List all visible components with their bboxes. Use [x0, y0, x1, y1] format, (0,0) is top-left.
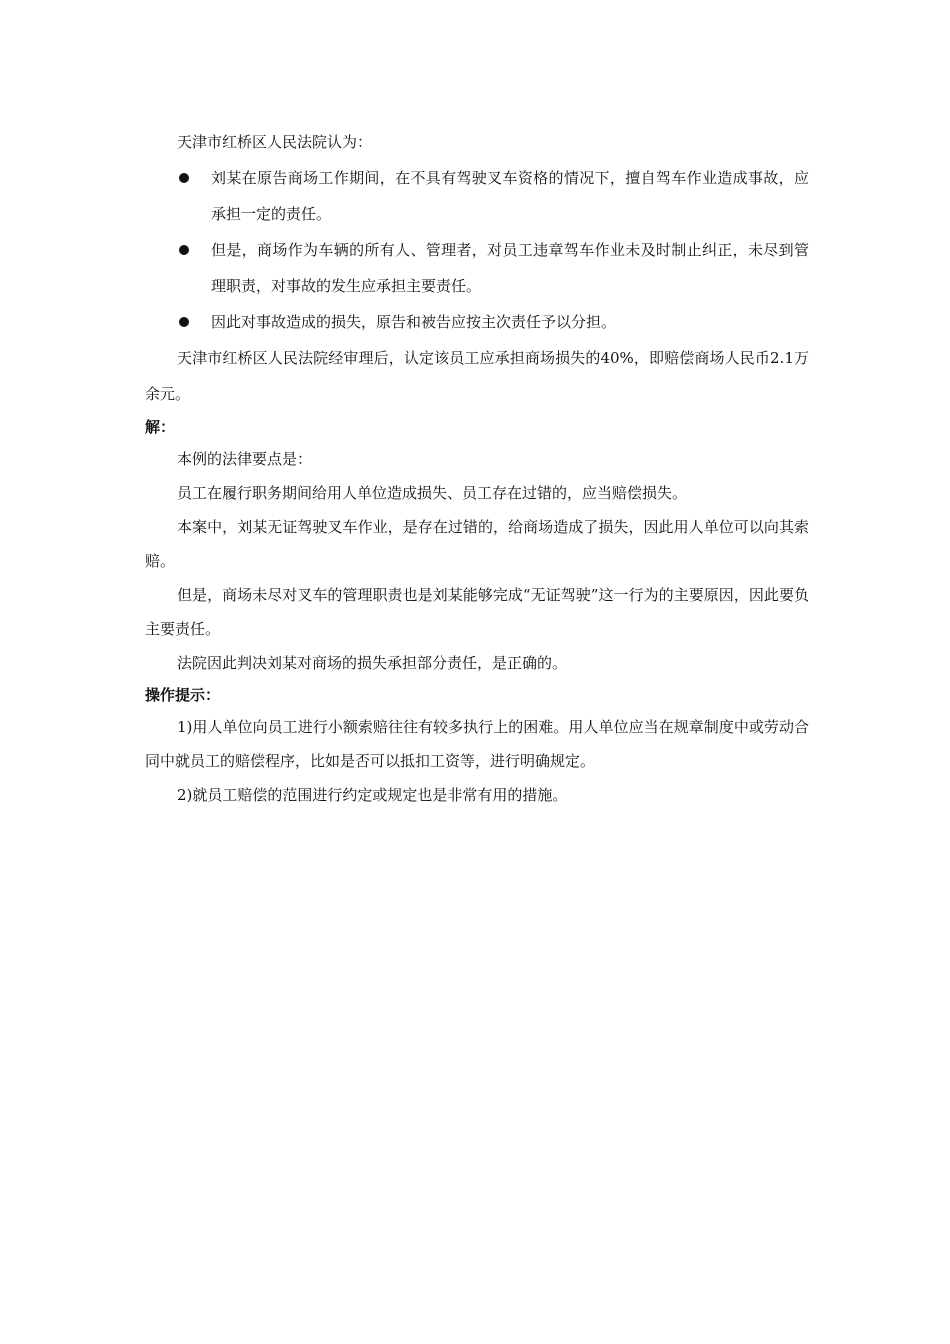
court-opinion-item: [145, 160, 809, 232]
document-body: [145, 124, 809, 812]
bullet-icon: [179, 245, 189, 255]
analysis-paragraph: 本例的法律要点是：: [177, 450, 313, 468]
analysis-paragraph: 法院因此判决刘某对商场的损失承担部分责任，是正确的。: [177, 654, 568, 672]
verdict-paragraph: 天津市红桥区人民法院经审理后，认定该员工应承担商场损失的40%，即赔偿商场人民币2.1万余元。: [145, 349, 809, 403]
tips-paragraph: 2)就员工赔偿的范围进行约定或规定也是非常有用的措施。: [177, 786, 568, 804]
analysis-paragraph: 员工在履行职务期间给用人单位造成损失、员工存在过错的，应当赔偿损失。: [177, 484, 688, 502]
bullet-icon: [179, 173, 189, 183]
bullet-icon: [179, 317, 189, 327]
court-opinion-intro: 天津市红桥区人民法院认为：: [177, 133, 373, 151]
tips-heading: 操作提示：: [145, 686, 221, 704]
court-opinion-item-text: 因此对事故造成的损失，原告和被告应按主次责任予以分担。: [211, 313, 617, 331]
court-opinion-item-text: 刘某在原告商场工作期间，在不具有驾驶叉车资格的情况下，擅自驾车作业造成事故，应承担一定的责任。: [211, 169, 809, 223]
tips-paragraph: 1)用人单位向员工进行小额索赔往往有较多执行上的困难。用人单位应当在规章制度中或劳动合同中就员工的赔偿程序，比如是否可以抵扣工资等，进行明确规定。: [145, 718, 809, 770]
court-opinion-item: [145, 232, 809, 304]
court-opinion-list: [145, 160, 809, 340]
court-opinion-item: [145, 304, 809, 340]
court-opinion-item-text: 但是，商场作为车辆的所有人、管理者，对员工违章驾车作业未及时制止纠正，未尽到管理职责，对事故的发生应承担主要责任。: [211, 241, 809, 295]
analysis-heading: 解：: [145, 418, 176, 436]
analysis-paragraph: 但是，商场未尽对叉车的管理职责也是刘某能够完成“无证驾驶”这一行为的主要原因，因此要负主要责任。: [145, 586, 809, 638]
analysis-paragraph: 本案中，刘某无证驾驶叉车作业，是存在过错的，给商场造成了损失，因此用人单位可以向其索赔。: [145, 518, 809, 570]
